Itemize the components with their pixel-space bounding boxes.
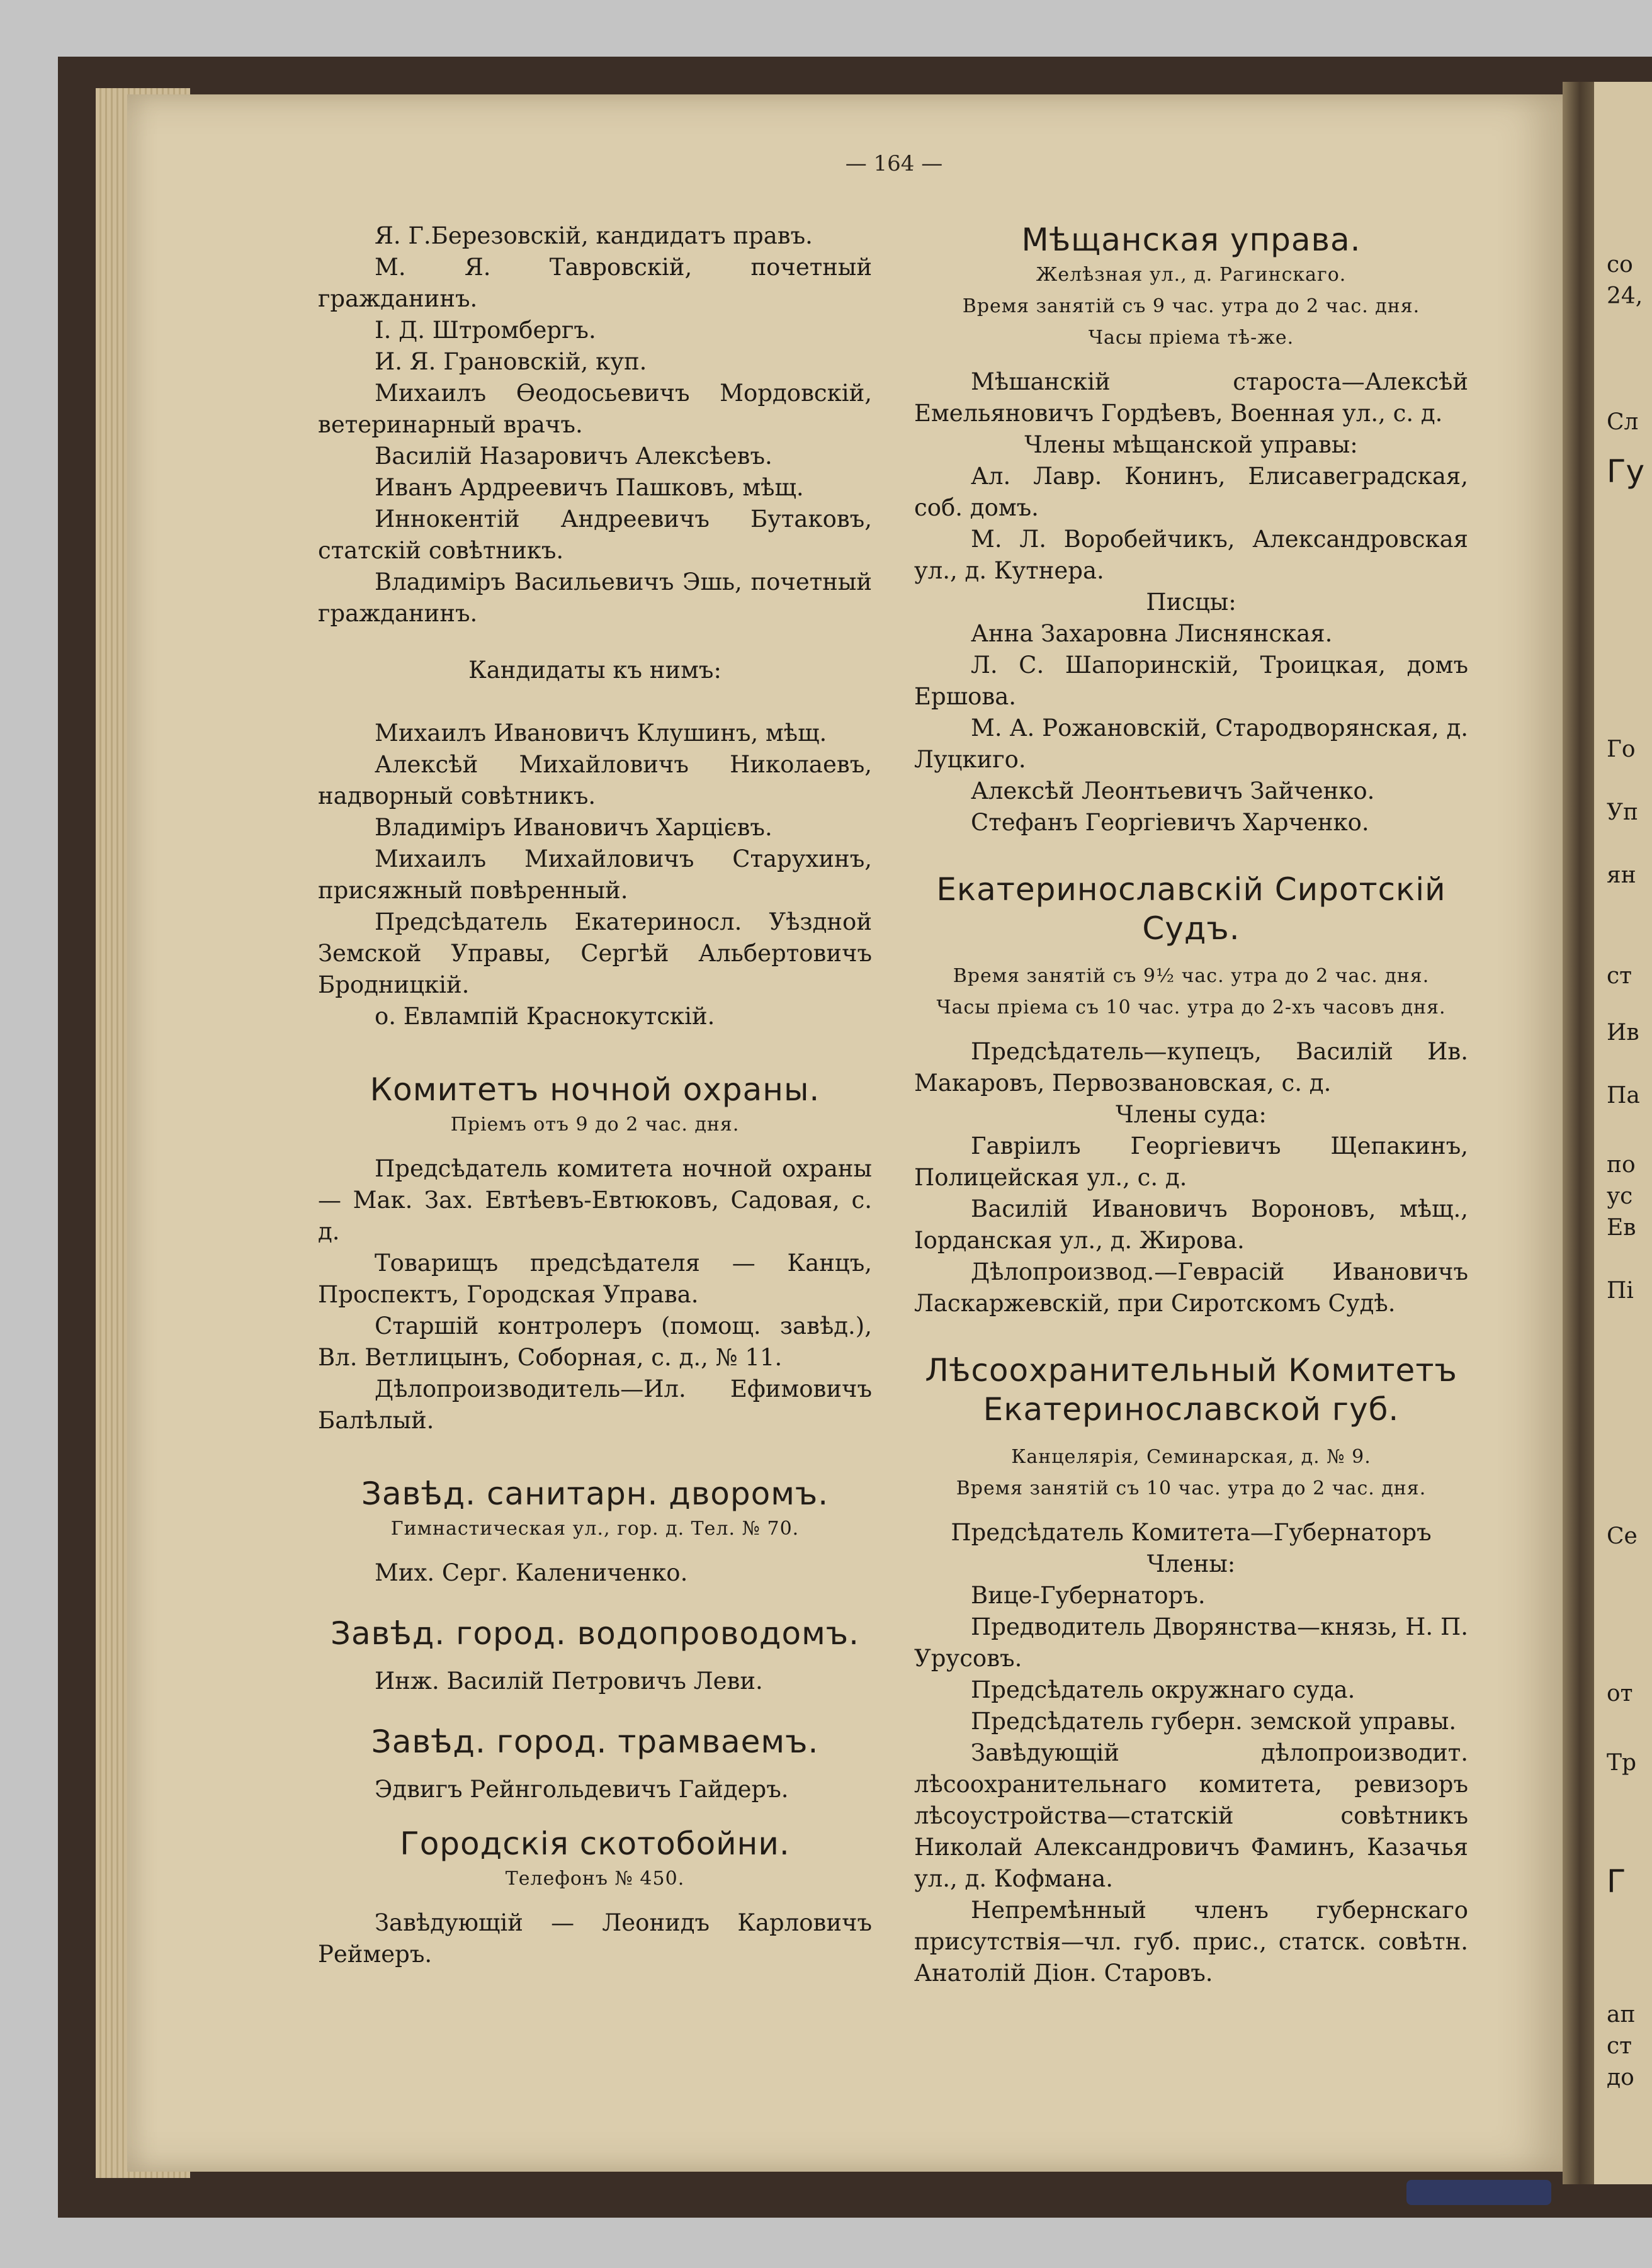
spacer bbox=[914, 1504, 1468, 1517]
entry-paragraph: Анна Захаровна Лиснянская. bbox=[971, 620, 1333, 647]
entry-paragraph: Василій Ивановичъ Вороновъ, мѣщ., Іорданская ул., д. Жирова. bbox=[914, 1195, 1468, 1254]
entry-paragraph: Дѣлопроизводитель—Ил. Ефимовичъ Балѣлый. bbox=[318, 1375, 872, 1434]
right-page-edge bbox=[1594, 82, 1652, 2184]
right-page-fragment: Уп bbox=[1607, 799, 1639, 825]
spacer bbox=[318, 1589, 872, 1614]
centered-line: Кандидаты къ нимъ: bbox=[468, 657, 721, 684]
entry-paragraph: Стефанъ Георгіевичъ Харченко. bbox=[971, 809, 1369, 836]
spacer bbox=[318, 1805, 872, 1824]
entry-paragraph: Дѣлопроизвод.—Геврасій Ивановичъ Ласкаржевскій, при Сиротскомъ Судѣ. bbox=[914, 1258, 1468, 1317]
centered-line: Часы пріема тѣ-же. bbox=[1088, 327, 1294, 349]
entry-paragraph: Непремѣнный членъ губернскаго присутствія—чл. губ. прис., статск. совѣтн. Анатолій Діон. Старовъ. bbox=[914, 1897, 1468, 1987]
entry-paragraph: Иванъ Ардреевичъ Пашковъ, мѣщ. bbox=[375, 474, 804, 501]
spacer bbox=[914, 1024, 1468, 1036]
right-page-fragment: Го bbox=[1607, 736, 1636, 762]
entry-paragraph: Л. С. Шапоринскій, Троицкая, домъ Ершова. bbox=[914, 652, 1468, 710]
spacer bbox=[318, 1545, 872, 1557]
left-column bbox=[318, 220, 872, 1970]
section-heading: Комитетъ ночной охраны. bbox=[370, 1071, 820, 1108]
centered-line: Время занятій съ 9½ час. утра до 2 час. дня. bbox=[953, 965, 1430, 987]
spacer bbox=[318, 1761, 872, 1774]
right-page-fragment: ап bbox=[1607, 2002, 1636, 2028]
centered-line: Члены мѣщанской управы: bbox=[1024, 431, 1358, 458]
right-page-fragment: Сл bbox=[1607, 409, 1639, 435]
entry-paragraph: Вице-Губернаторъ. bbox=[971, 1582, 1206, 1609]
spacer bbox=[318, 1436, 872, 1474]
centered-line: Часы пріема съ 10 час. утра до 2-хъ часовъ дня. bbox=[936, 996, 1446, 1018]
entry-paragraph: Мѣшанскій староста—Алексѣй Емельяновичъ Гордѣевъ, Военная ул., с. д. bbox=[914, 368, 1468, 427]
entry-paragraph: И. Я. Грановскій, куп. bbox=[375, 348, 647, 375]
right-page-fragment: по bbox=[1607, 1152, 1636, 1178]
spacer bbox=[914, 1429, 1468, 1441]
spacer bbox=[914, 1319, 1468, 1351]
entry-paragraph: Михаилъ Ѳеодосьевичъ Мордовскій, ветеринарный врачъ. bbox=[318, 380, 872, 438]
spacer bbox=[318, 1141, 872, 1153]
blue-ribbon-mark bbox=[1406, 2180, 1551, 2205]
section-heading: Екатеринославскій Сиротскій Судъ. bbox=[936, 871, 1446, 947]
section-heading: Лѣсоохранительный Комитетъ Екатеринославской губ. bbox=[925, 1352, 1457, 1428]
section-heading: Завѣд. санитарн. дворомъ. bbox=[361, 1475, 829, 1512]
entry-paragraph: Михаилъ Ивановичъ Клушинъ, мѣщ. bbox=[375, 719, 827, 747]
right-page-fragment: Ев bbox=[1607, 1215, 1636, 1241]
right-page-fragment: Се bbox=[1607, 1523, 1638, 1549]
right-page-fragment: Пі bbox=[1607, 1278, 1634, 1304]
centered-line: Время занятій съ 9 час. утра до 2 час. дня. bbox=[962, 295, 1420, 317]
entry-paragraph: Предсѣдатель комитета ночной охраны— Мак. Зах. Евтѣевъ-Евтюковъ, Садовая, с. д. bbox=[318, 1155, 872, 1245]
entry-paragraph: Алексѣй Михайловичъ Николаевъ, надворный совѣтникъ. bbox=[318, 751, 872, 810]
right-page-fragment: ян bbox=[1607, 862, 1636, 888]
entry-paragraph: Владиміръ Васильевичъ Эшь, почетный гражданинъ. bbox=[318, 568, 872, 627]
entry-paragraph: Предсѣдатель Екатериносл. Уѣздной Земской Управы, Сергѣй Альбертовичъ Бродницкій. bbox=[318, 908, 872, 998]
right-page-fragment: от bbox=[1607, 1681, 1633, 1707]
spacer bbox=[914, 838, 1468, 870]
centered-line: Желѣзная ул., д. Рагинскаго. bbox=[1036, 264, 1347, 286]
right-page-fragment: Гу bbox=[1607, 453, 1645, 490]
centered-line: Гимнастическая ул., гор. д. Тел. № 70. bbox=[390, 1518, 800, 1540]
centered-line: Члены суда: bbox=[1116, 1101, 1267, 1128]
centered-line: Пріемъ отъ 9 до 2 час. дня. bbox=[450, 1114, 740, 1136]
spacer bbox=[318, 629, 872, 655]
centered-line: Писцы: bbox=[1146, 589, 1236, 616]
entry-paragraph: Товарищъ предсѣдателя — Канцъ, Проспектъ, Городская Управа. bbox=[318, 1250, 872, 1308]
right-page-fragment: Ив bbox=[1607, 1020, 1639, 1046]
centered-line: Время занятій съ 10 час. утра до 2 час. дня. bbox=[956, 1477, 1427, 1499]
centered-line: Предсѣдатель Комитета—Губернаторъ bbox=[951, 1519, 1432, 1546]
entry-paragraph: Инж. Василій Петровичъ Леви. bbox=[375, 1667, 763, 1695]
entry-paragraph: І. Д. Штромбергъ. bbox=[375, 317, 596, 344]
entry-paragraph: Владиміръ Ивановичъ Харцієвъ. bbox=[375, 814, 772, 841]
page-number: — 164 — bbox=[845, 151, 943, 176]
entry-paragraph: Иннокентій Андреевичъ Бутаковъ, статскій совѣтникъ. bbox=[318, 505, 872, 564]
right-page-fragment: до bbox=[1607, 2065, 1634, 2090]
spacer bbox=[318, 1032, 872, 1070]
entry-paragraph: Михаилъ Михайловичъ Старухинъ, присяжный повѣренный. bbox=[318, 845, 872, 904]
entry-paragraph: о. Евлампій Краснокутскій. bbox=[375, 1003, 715, 1030]
spacer bbox=[318, 1895, 872, 1907]
centered-line: Канцелярія, Семинарская, д. № 9. bbox=[1011, 1446, 1371, 1468]
section-heading: Завѣд. город. водопроводомъ. bbox=[330, 1615, 860, 1652]
entry-paragraph: Эдвигъ Рейнгольдевичъ Гайдеръ. bbox=[375, 1776, 789, 1803]
entry-paragraph: Предсѣдатель окружнаго суда. bbox=[971, 1676, 1355, 1703]
spacer bbox=[318, 686, 872, 718]
spacer bbox=[318, 1697, 872, 1722]
section-heading: Завѣд. город. трамваемъ. bbox=[371, 1724, 819, 1760]
entry-paragraph: Мих. Серг. Калениченко. bbox=[375, 1559, 688, 1586]
right-page-fragment: со bbox=[1607, 252, 1633, 278]
entry-paragraph: Алексѣй Леонтьевичъ Зайченко. bbox=[971, 777, 1375, 804]
entry-paragraph: Я. Г.Березовскій, кандидатъ правъ. bbox=[375, 222, 813, 249]
centered-line: Члены: bbox=[1146, 1550, 1236, 1577]
right-page-fragment: Г bbox=[1607, 1863, 1626, 1900]
entry-paragraph: Старшій контролеръ (помощ. завѣд.), Вл. Ветлицынъ, Соборная, с. д., № 11. bbox=[318, 1312, 872, 1371]
entry-paragraph: М. Я. Тавровскій, почетный гражданинъ. bbox=[318, 254, 872, 312]
entry-paragraph: Василій Назаровичъ Алексѣевъ. bbox=[375, 443, 772, 470]
entry-paragraph: Предсѣдатель губерн. земской управы. bbox=[971, 1708, 1457, 1735]
section-heading: Городскія скотобойни. bbox=[400, 1825, 790, 1862]
right-page-fragment: Тр bbox=[1607, 1750, 1637, 1776]
right-column bbox=[914, 220, 1468, 1989]
entry-paragraph: М. А. Рожановскій, Стародворянская, д. Луцкиго. bbox=[914, 714, 1468, 773]
entry-paragraph: Завѣдующій — Леонидъ Карловичъ Реймеръ. bbox=[318, 1909, 872, 1968]
section-heading: Мѣщанская управа. bbox=[1021, 222, 1361, 258]
right-page-fragment: Па bbox=[1607, 1083, 1640, 1109]
book-gutter bbox=[1563, 82, 1597, 2184]
right-page-fragment: ст bbox=[1607, 2033, 1632, 2059]
spacer bbox=[914, 948, 1468, 961]
spacer bbox=[318, 1653, 872, 1666]
right-page-fragment: ус bbox=[1607, 1183, 1633, 1209]
entry-paragraph: Ал. Лавр. Конинъ, Елисавеградская, соб. домъ. bbox=[914, 463, 1468, 521]
spacer bbox=[914, 354, 1468, 366]
centered-line: Телефонъ № 450. bbox=[505, 1868, 685, 1890]
entry-paragraph: М. Л. Воробейчикъ, Александровская ул., д. Кутнера. bbox=[914, 526, 1468, 584]
right-page-fragment: 24, bbox=[1607, 283, 1643, 309]
right-page-fragment: ст bbox=[1607, 963, 1632, 989]
entry-paragraph: Завѣдующій дѣлопроизводит. лѣсоохранительнаго комитета, ревизоръ лѣсоустройства—статскій совѣтникъ Николай Александровичъ Фаминъ, Казачья ул., д. Кофмана. bbox=[914, 1739, 1468, 1892]
entry-paragraph: Предводитель Дворянства—князь, Н. П. Урусовъ. bbox=[914, 1613, 1468, 1672]
entry-paragraph: Гавріилъ Георгіевичъ Щепакинъ, Полицейская ул., с. д. bbox=[914, 1132, 1468, 1191]
entry-paragraph: Предсѣдатель—купецъ, Василій Ив. Макаровъ, Первозвановская, с. д. bbox=[914, 1038, 1468, 1097]
